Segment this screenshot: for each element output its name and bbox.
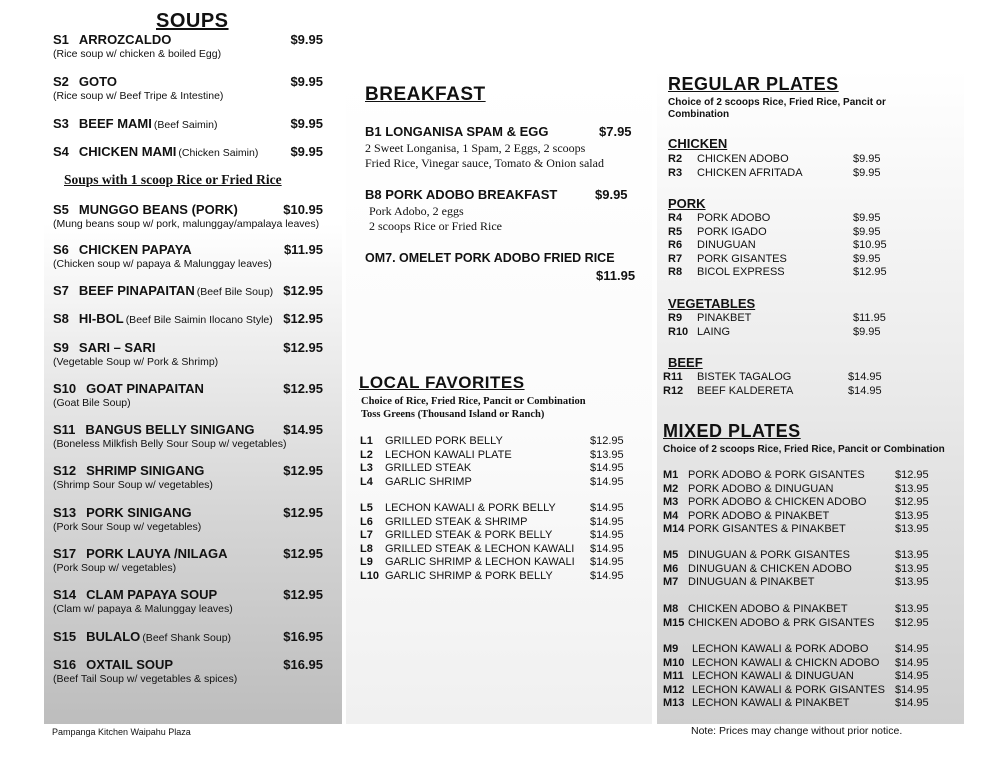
mixed-plate-name: CHICKEN ADOBO & PINAKBET [688,603,848,615]
soup-item-title: SHRIMP SINIGANG [86,463,205,478]
mixed-plate-name: LECHON KAWALI & DINUGUAN [692,670,854,682]
regular-plate-price: $9.95 [853,325,881,338]
soup-item-title: PORK SINIGANG [86,505,192,520]
regular-plate-code: R10 [668,325,689,338]
regular-plate-code: R11 [663,371,683,383]
regular-plate-name: BISTEK TAGALOG [697,371,792,383]
soup-item-code: S4 [53,144,69,159]
soup-item-title: BEEF MAMI [78,116,152,131]
breakfast-item-name: B8 PORK ADOBO BREAKFAST [365,187,558,202]
mixed-plate-name: PORK ADOBO & PINAKBET [688,509,830,522]
soup-item-name [53,116,217,131]
regular-plate-price: $9.95 [853,252,881,265]
soup-item-code: S13 [53,505,77,520]
soup-item-name [53,74,117,89]
soup-item-price: $12.95 [283,587,323,602]
soup-item-price: $9.95 [290,144,323,159]
local-favorite-name: LECHON KAWALI & PORK BELLY [385,502,556,514]
mixed-plate-price: $13.95 [895,523,929,535]
soup-item-price: $9.95 [290,116,323,131]
soup-item-title: BEEF PINAPAITAN [78,283,195,298]
regular-plate-price: $9.95 [853,225,881,238]
soup-item-code: S12 [53,463,77,478]
mixed-plate-name: DINUGUAN & PORK GISANTES [688,549,850,561]
soup-item-desc: (Pork Sour Soup w/ vegetables) [53,521,202,533]
soup-item-price: $10.95 [283,202,323,217]
mixed-plate-name: LECHON KAWALI & PORK GISANTES [692,683,885,696]
regular-plate-code: R6 [668,239,683,251]
soup-item-price: $16.95 [283,657,323,672]
mixed-plate-price: $12.95 [895,469,929,481]
mixed-plate-name: PORK ADOBO & CHICKEN ADOBO [688,496,867,508]
soup-item-note: (Beef Bile Saimin Ilocano Style) [125,314,273,326]
mixed-plate-name: DINUGUAN & CHICKEN ADOBO [688,562,852,575]
soup-item-title: CHICKEN MAMI [78,144,177,159]
mixed-plate-price: $14.95 [895,643,929,655]
breakfast-item-desc: Fried Rice, Vinegar sauce, Tomato & Onion salad [365,156,604,170]
mixed-plate-price: $13.95 [895,562,929,575]
local-favorite-code: L8 [360,542,373,555]
local-favorite-price: $14.95 [590,529,624,541]
local-favorites-subtitle: Toss Greens (Thousand Island or Ranch) [361,409,545,420]
regular-plate-price: $14.95 [848,384,882,397]
local-favorite-code: L9 [360,556,373,568]
regular-plate-code: R9 [668,312,683,324]
local-favorite-price: $14.95 [590,569,624,582]
local-favorite-price: $14.95 [590,515,624,528]
local-favorite-price: $13.95 [590,448,624,461]
soup-item-title: MUNGGO BEANS (PORK) [78,202,238,217]
mixed-plate-name: LECHON KAWALI & PINAKBET [692,697,850,709]
soup-item-name [53,340,155,355]
soup-item-name [53,283,273,298]
local-favorite-price: $14.95 [590,502,624,514]
local-favorite-name: GARLIC SHRIMP & LECHON KAWALI [385,556,575,568]
soup-item-title: HI-BOL [78,311,124,326]
soup-item-price: $12.95 [283,381,323,396]
soup-item-desc: (Rice soup w/ Beef Tripe & Intestine) [53,90,224,102]
regular-plate-name: CHICKEN ADOBO [697,153,789,165]
mixed-plate-price: $13.95 [895,603,929,615]
breakfast-item-price: $11.95 [596,268,636,283]
local-favorite-code: L6 [360,515,373,528]
soup-item-code: S17 [53,546,77,561]
local-favorite-name: GRILLED STEAK & PORK BELLY [385,529,553,541]
soup-item-name [53,505,192,520]
regular-plate-name: PORK IGADO [697,225,767,238]
soup-item-code: S14 [53,587,77,602]
soup-item-name [53,32,171,47]
mixed-plate-code: M10 [663,656,685,669]
soup-item-note: (Beef Saimin) [153,119,218,131]
breakfast-item-desc: 2 scoops Rice or Fried Rice [369,219,502,233]
mixed-plate-code: M1 [663,469,679,481]
soup-item-code: S15 [53,629,77,644]
soup-item-price: $12.95 [283,463,323,478]
regular-section-title: VEGETABLES [668,296,756,311]
mixed-plate-code: M12 [663,683,685,696]
regular-plate-name: DINUGUAN [697,239,756,251]
soup-item-code: S1 [53,32,69,47]
soup-item-price: $12.95 [283,505,323,520]
soups-title: SOUPS [156,10,229,32]
local-favorite-code: L10 [360,569,379,582]
mixed-plate-code: M9 [663,643,679,655]
regular-plate-code: R8 [668,266,683,278]
breakfast-item-name: B1 LONGANISA SPAM & EGG [365,124,549,139]
breakfast-title: BREAKFAST [365,84,486,105]
regular-section-title: BEEF [668,355,703,370]
soup-item-price: $12.95 [283,311,323,326]
mixed-plate-code: M4 [663,509,679,522]
regular-plate-name: BICOL EXPRESS [697,266,785,278]
breakfast-item-price: $9.95 [595,187,628,202]
local-favorite-code: L7 [360,529,373,541]
regular-plates-subtitle: Combination [668,109,730,120]
local-favorite-price: $14.95 [590,462,624,474]
local-favorite-code: L3 [360,462,373,474]
mixed-plate-name: LECHON KAWALI & CHICKN ADOBO [692,656,880,669]
regular-plate-price: $10.95 [853,239,887,251]
soup-item-price: $16.95 [283,629,323,644]
soup-item-price: $12.95 [283,283,323,298]
soup-item-code: S16 [53,657,77,672]
soup-item-code: S7 [53,283,69,298]
soup-item-title: GOAT PINAPAITAN [86,381,204,396]
mixed-plate-price: $14.95 [895,656,929,669]
soup-item-code: S5 [53,202,69,217]
regular-plate-price: $11.95 [853,312,886,324]
mixed-plate-code: M6 [663,562,679,575]
local-favorite-name: GRILLED PORK BELLY [385,435,503,447]
soup-item-title: ARROZCALDO [78,32,172,47]
soup-item-desc: (Boneless Milkfish Belly Sour Soup w/ vegetables) [53,438,287,450]
soup-item-price: $12.95 [283,340,323,355]
mixed-plate-code: M15 [663,616,685,629]
soup-item-name [53,587,217,602]
soup-item-title: OXTAIL SOUP [86,657,174,672]
regular-plate-code: R7 [668,252,683,265]
mixed-plate-price: $13.95 [895,549,929,561]
soup-item-code: S10 [53,381,77,396]
mixed-plate-price: $13.95 [895,509,929,522]
local-favorite-price: $14.95 [590,542,624,555]
mixed-plate-price: $14.95 [895,683,929,696]
soup-item-name [53,422,254,437]
mixed-plate-code: M14 [663,523,685,535]
local-favorite-code: L2 [360,448,373,461]
regular-plate-code: R12 [663,384,684,397]
local-favorite-code: L1 [360,435,373,447]
mixed-plates-subtitle: Choice of 2 scoops Rice, Fried Rice, Pancit or Combination [663,444,945,455]
soup-item-title: SARI – SARI [78,340,156,355]
mixed-plate-price: $14.95 [895,670,929,682]
soup-item-desc: (Clam w/ papaya & Malunggay leaves) [53,603,233,615]
mixed-plate-code: M8 [663,603,679,615]
soup-item-desc: (Goat Bile Soup) [53,397,131,409]
soup-item-price: $9.95 [290,74,323,89]
mixed-plate-code: M2 [663,482,679,495]
footer-location: Pampanga Kitchen Waipahu Plaza [52,727,191,737]
mixed-plate-code: M5 [663,549,679,561]
soup-item-note: (Beef Bile Soup) [196,286,274,298]
regular-plate-code: R4 [668,212,683,224]
mixed-plate-price: $12.95 [895,616,929,629]
soup-item-name [53,463,204,478]
local-favorite-name: GRILLED STEAK & SHRIMP [385,515,528,528]
mixed-plate-name: PORK GISANTES & PINAKBET [688,523,846,535]
regular-plate-name: PORK ADOBO [697,212,771,224]
mixed-plate-name: PORK ADOBO & DINUGUAN [688,482,834,495]
soup-item-price: $11.95 [283,242,323,257]
soup-item-note: (Beef Shank Soup) [142,632,232,644]
soup-item-desc: (Mung beans soup w/ pork, malunggay/ampalaya leaves) [53,218,320,230]
soup-item-name [53,311,273,326]
regular-plate-name: CHICKEN AFRITADA [697,166,803,179]
soup-item-name [53,629,231,644]
soup-item-code: S9 [53,340,69,355]
regular-plates-subtitle: Choice of 2 scoops Rice, Fried Rice, Pancit or [668,97,886,108]
local-favorite-name: GARLIC SHRIMP [385,475,472,488]
regular-plate-price: $9.95 [853,212,881,224]
local-favorite-price: $12.95 [590,435,624,447]
regular-plate-price: $14.95 [848,371,882,383]
local-favorite-price: $14.95 [590,475,624,488]
soup-item-name [53,202,238,217]
regular-plate-price: $9.95 [853,153,881,165]
mixed-plate-code: M13 [663,697,685,709]
regular-plate-name: PORK GISANTES [697,252,787,265]
breakfast-item-name: OM7. OMELET PORK ADOBO FRIED RICE [365,251,615,265]
soup-item-price: $12.95 [283,546,323,561]
soup-item-title: GOTO [78,74,117,89]
mixed-plate-price: $12.95 [895,496,929,508]
soup-item-name [53,546,227,561]
breakfast-item-desc: Pork Adobo, 2 eggs [369,204,464,218]
local-favorite-name: GRILLED STEAK & LECHON KAWALI [385,542,575,555]
mixed-plate-name: PORK ADOBO & PORK GISANTES [688,469,865,481]
local-favorite-name: LECHON KAWALI PLATE [385,448,512,461]
regular-section-title: CHICKEN [668,136,728,151]
soup-item-desc: (Shrimp Sour Soup w/ vegetables) [53,479,213,491]
soup-item-price: $14.95 [283,422,323,437]
mixed-plates-title: MIXED PLATES [663,421,801,441]
footer-note: Note: Prices may change without prior notice. [691,725,903,737]
regular-plate-price: $9.95 [853,166,881,179]
soup-item-code: S6 [53,242,69,257]
local-favorites-subtitle: Choice of Rice, Fried Rice, Pancit or Combination [361,396,586,407]
regular-section-title: PORK [668,196,706,211]
local-favorite-code: L4 [360,475,373,488]
mixed-plate-price: $13.95 [895,482,929,495]
soup-item-code: S2 [53,74,69,89]
soup-item-desc: (Chicken soup w/ papaya & Malunggay leaves) [53,258,272,270]
mixed-plate-code: M3 [663,496,679,508]
soups-subheading: Soups with 1 scoop Rice or Fried Rice [64,172,282,187]
mixed-plate-name: LECHON KAWALI & PORK ADOBO [692,643,869,655]
soup-item-name [53,657,173,672]
local-favorite-name: GARLIC SHRIMP & PORK BELLY [385,569,553,582]
local-favorite-name: GRILLED STEAK [385,462,472,474]
soup-item-desc: (Vegetable Soup w/ Pork & Shrimp) [53,356,219,368]
regular-plate-name: LAING [697,325,731,338]
soup-item-name [53,144,258,159]
soup-item-desc: (Beef Tail Soup w/ vegetables & spices) [53,673,238,685]
regular-plate-name: BEEF KALDERETA [697,384,794,397]
mixed-plate-code: M11 [663,670,684,682]
regular-plate-price: $12.95 [853,266,887,278]
soup-item-title: CLAM PAPAYA SOUP [86,587,218,602]
local-favorite-code: L5 [360,502,373,514]
soup-item-name [53,381,204,396]
breakfast-item-price: $7.95 [599,124,632,139]
soup-item-desc: (Rice soup w/ chicken & boiled Egg) [53,48,222,60]
regular-plate-code: R5 [668,225,683,238]
mixed-plate-code: M7 [663,576,679,588]
soup-item-title: BANGUS BELLY SINIGANG [85,422,255,437]
regular-plates-title: REGULAR PLATES [668,74,839,94]
soup-item-title: CHICKEN PAPAYA [78,242,192,257]
breakfast-item-desc: 2 Sweet Longanisa, 1 Spam, 2 Eggs, 2 scoops [365,141,586,155]
soup-item-title: PORK LAUYA /NILAGA [86,546,228,561]
soup-item-code: S8 [53,311,69,326]
regular-plate-name: PINAKBET [697,312,752,324]
regular-plate-code: R3 [668,166,683,179]
soup-item-name [53,242,192,257]
soup-item-desc: (Pork Soup w/ vegetables) [53,562,177,574]
local-favorites-title: LOCAL FAVORITES [359,373,525,392]
mixed-plate-price: $13.95 [895,576,929,588]
mixed-plate-name: CHICKEN ADOBO & PRK GISANTES [688,616,875,629]
soup-item-code: S3 [53,116,69,131]
soup-item-title: BULALO [86,629,141,644]
soup-item-code: S11 [53,422,76,437]
soup-item-price: $9.95 [290,32,323,47]
mixed-plate-name: DINUGUAN & PINAKBET [688,576,815,588]
regular-plate-code: R2 [668,153,683,165]
mixed-plate-price: $14.95 [895,697,929,709]
local-favorite-price: $14.95 [590,556,624,568]
soup-item-note: (Chicken Saimin) [178,147,259,159]
